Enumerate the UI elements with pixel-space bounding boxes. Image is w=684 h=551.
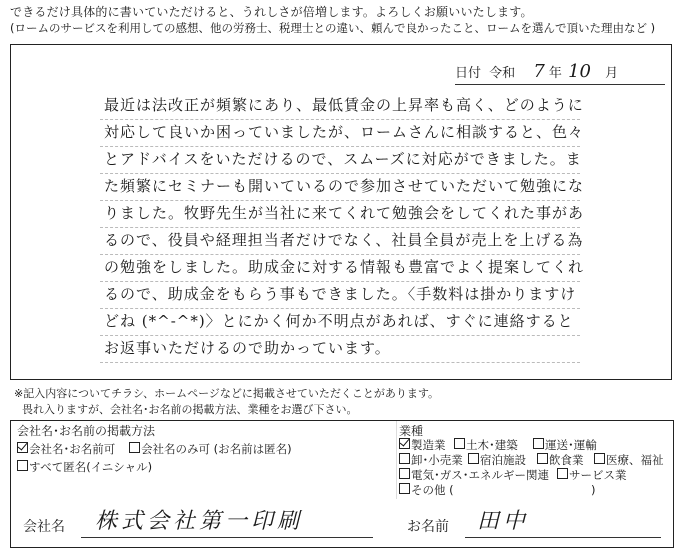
date-underline [455,84,665,85]
publish-method-title: 会社名･お名前の掲載方法 [17,424,156,438]
industry-option-other[interactable]: その他 ( [399,482,454,498]
publish-option-full[interactable]: 会社名･お名前可 [17,441,115,457]
checkbox-icon[interactable] [533,438,544,449]
customer-comment: 最近は法改正が頻繁にあり、最低賃金の上昇率も高く、どのように対応して良いか困っていましたが、ロームさんに相談すると、色々とアドバイスをいただけるので、スムーズに対応ができました。また頻繁にセミナーも開いているので参加させていただいて勉強になりました。牧野先生が当社に来てくれて勉強会をしてくれた事があるので、役員や経理担当者だけでなく、社員全員が売上を上げる為の勉強をしました。助成金に対する情報も豊富でよく提案してくれるので、助成金をもらう事もできました。〈手数料は掛かりますけどね (*^-^*)〉とにかく何か不明点があれば、すぐに連絡するとお返事いただけるので助かっています。 [104,96,585,357]
person-name-underline [465,537,661,538]
date-month-unit: 月 [605,66,619,81]
company-name-label: 会社名 [23,519,65,535]
industry-option-wholesale-retail[interactable]: 卸･小売業 [399,452,463,468]
checkbox-icon[interactable] [399,468,410,479]
checkbox-icon[interactable] [399,483,410,494]
publish-option-anonymous[interactable]: すべて匿名(イニシャル) [17,459,152,475]
checkbox-icon[interactable] [129,442,140,453]
checkbox-checked-icon[interactable] [17,442,28,453]
checkbox-icon[interactable] [17,460,28,471]
person-name-label: お名前 [407,519,449,535]
industry-option-medical-welfare[interactable]: 医療、福祉 [594,452,664,468]
checkbox-icon[interactable] [594,453,605,464]
date-year: 7 [533,61,545,82]
date-year-unit: 年 [548,66,562,81]
industry-option-restaurant[interactable]: 飲食業 [537,452,584,468]
instruction-line-2: (ロームのサービスを利用しての感想、他の労務士、税理士との違い、頼んで良かったこと、ロームを選んで頂いた理由など ) [10,21,656,35]
date-label: 日付 [455,66,482,81]
industry-option-construction[interactable]: 土木･建築 [454,437,518,453]
industry-option-energy[interactable]: 電気･ガス･エネルギー関連 [399,467,549,483]
column-divider [396,421,397,499]
publish-option-company-only[interactable]: 会社名のみ可 (お名前は匿名) [129,441,292,457]
date-field [455,60,665,84]
notice-line-1: ※記入内容についてチラシ、ホームページなどに掲載させていただくことがあります。 [14,387,440,400]
checkbox-icon[interactable] [468,453,479,464]
industry-title: 業種 [399,424,424,438]
checkbox-icon[interactable] [399,453,410,464]
checkbox-icon[interactable] [537,453,548,464]
publication-notice [14,386,439,418]
date-month: 10 [568,61,591,82]
industry-option-manufacturing[interactable]: 製造業 [399,437,446,453]
date-era: 令和 [489,66,516,81]
person-name-value[interactable]: 田中 [477,509,530,534]
checkbox-icon[interactable] [557,468,568,479]
company-name-value[interactable]: 株式会社第一印刷 [95,509,304,534]
rule-line [100,362,580,363]
industry-option-lodging[interactable]: 宿泊施設 [468,452,526,468]
company-name-underline [81,537,373,538]
checkbox-checked-icon[interactable] [399,438,410,449]
industry-option-transport[interactable]: 運送･運輸 [533,437,597,453]
industry-other-close: ) [591,483,596,497]
options-form [10,420,674,548]
industry-option-service[interactable]: サービス業 [557,467,627,483]
instruction-line-1: できるだけ具体的に書いていただけると、うれしさが倍増します。よろしくお願いいたします。 [10,5,533,19]
notice-line-2: 畏れ入りますが、会社名･お名前の掲載方法、業種をお選び下さい。 [22,403,358,416]
instructions-header [10,4,674,36]
checkbox-icon[interactable] [454,438,465,449]
